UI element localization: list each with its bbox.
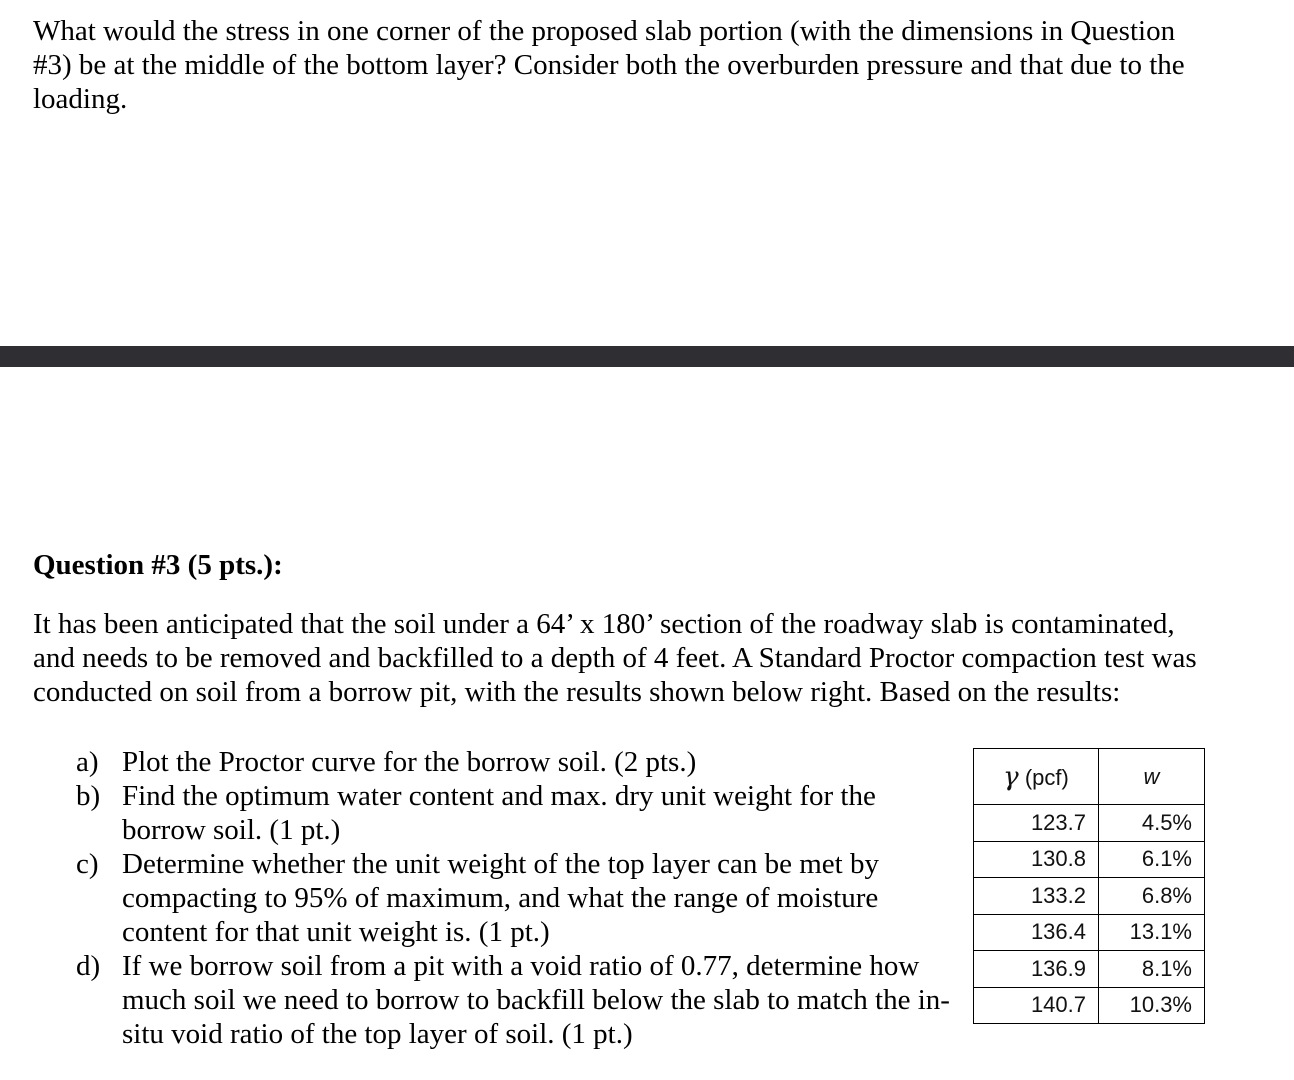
water-content-cell: 13.1% — [1099, 914, 1205, 951]
task-text: Determine whether the unit weight of the top layer can be met by compacting to 95% of maximum, and what the range of moisture content for that unit weight is. (1 pt.) — [122, 848, 879, 948]
task-item — [76, 847, 956, 949]
water-content-column-header: w — [1099, 749, 1205, 805]
table-header-row — [974, 749, 1205, 805]
table-row — [974, 805, 1205, 842]
task-marker: b) — [76, 780, 101, 812]
table-row — [974, 841, 1205, 878]
gamma-cell: 140.7 — [974, 987, 1099, 1024]
task-marker: a) — [76, 746, 99, 778]
question-heading: Question #3 (5 pts.): — [33, 549, 283, 581]
task-item — [76, 745, 956, 779]
water-content-cell: 8.1% — [1099, 951, 1205, 988]
water-content-cell: 6.8% — [1099, 878, 1205, 915]
gamma-cell: 133.2 — [974, 878, 1099, 915]
task-marker: c) — [76, 848, 99, 880]
table-row — [974, 914, 1205, 951]
divider-bar — [0, 346, 1294, 367]
task-text: Plot the Proctor curve for the borrow soil. (2 pts.) — [122, 746, 697, 778]
task-text: If we borrow soil from a pit with a void ratio of 0.77, determine how much soil we need to borrow to backfill below the slab to match the in-situ void ratio of the top layer of soil. (1 pt.) — [122, 950, 950, 1050]
task-text: Find the optimum water content and max. dry unit weight for the borrow soil. (1 pt.) — [122, 780, 876, 846]
gamma-symbol: γ — [1003, 761, 1019, 792]
water-content-cell: 6.1% — [1099, 841, 1205, 878]
table-row — [974, 878, 1205, 915]
gamma-unit: (pcf) — [1024, 764, 1069, 790]
task-item — [76, 779, 956, 847]
gamma-cell: 136.4 — [974, 914, 1099, 951]
water-content-cell: 10.3% — [1099, 987, 1205, 1024]
gamma-cell: 136.9 — [974, 951, 1099, 988]
gamma-column-header — [974, 749, 1099, 805]
task-item — [76, 949, 956, 1051]
table-row — [974, 987, 1205, 1024]
water-content-cell: 4.5% — [1099, 805, 1205, 842]
gamma-cell: 123.7 — [974, 805, 1099, 842]
task-marker: d) — [76, 950, 101, 982]
gamma-cell: 130.8 — [974, 841, 1099, 878]
task-list — [76, 745, 956, 1051]
question-body: It has been anticipated that the soil under a 64’ x 180’ section of the roadway slab is contaminated, and needs to be removed and backfilled to a depth of 4 feet. A Standard Proctor compaction test was conducted on soil from a borrow pit, with the results shown below right. Based on the results: — [33, 608, 1197, 708]
intro-paragraph: What would the stress in one corner of the proposed slab portion (with the dimensions in Question #3) be at the middle of the bottom layer? Consider both the overburden pressure and that due to the loading. — [33, 15, 1185, 115]
table-row — [974, 951, 1205, 988]
proctor-results-table — [973, 748, 1205, 1024]
